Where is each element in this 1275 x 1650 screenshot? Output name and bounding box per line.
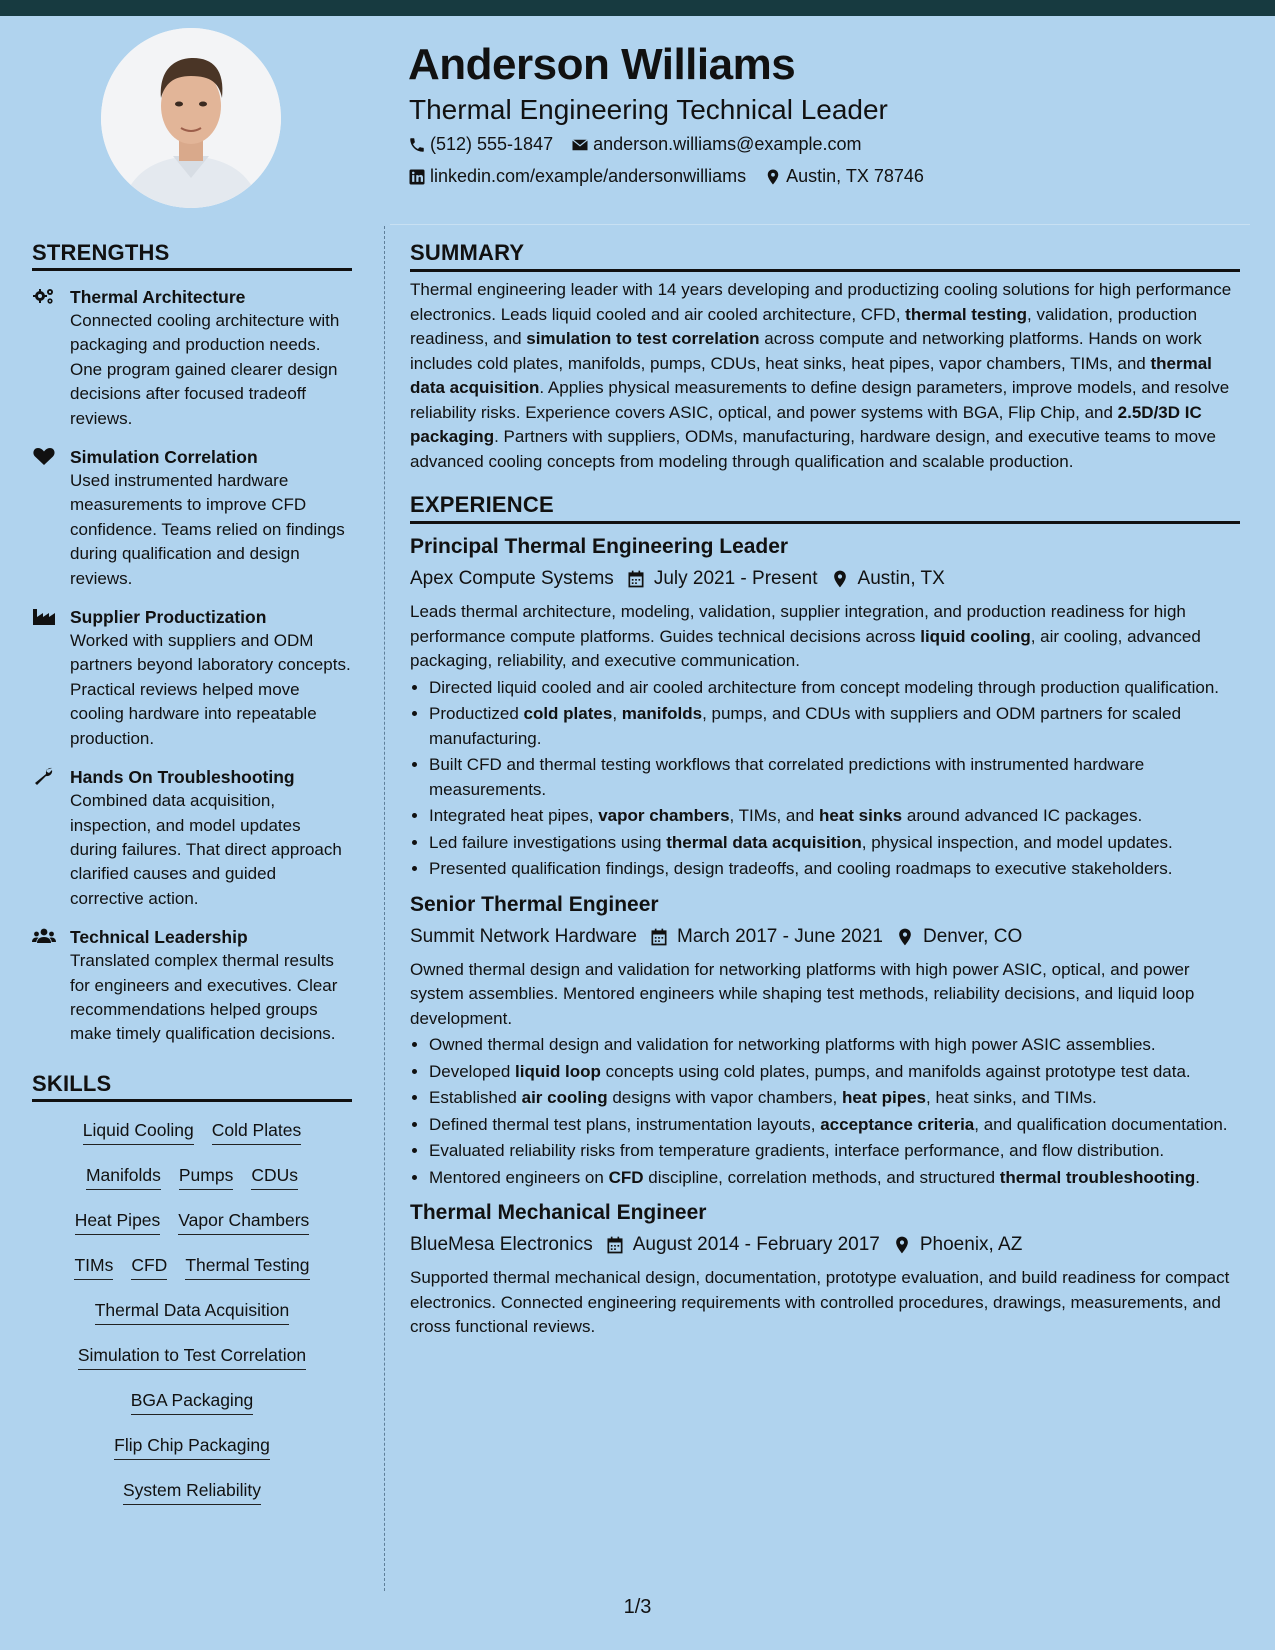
calendar-icon	[605, 1235, 625, 1255]
skills-heading: SKILLS	[32, 1071, 352, 1102]
highlight-text: acceptance criteria	[820, 1114, 975, 1134]
candidate-title: Thermal Engineering Technical Leader	[409, 94, 888, 125]
text-run: designs with vapor chambers,	[607, 1088, 842, 1107]
strength-title: Technical Leadership	[70, 927, 248, 948]
highlight-text: thermal testing	[905, 304, 1028, 324]
company-name: Summit Network Hardware	[410, 925, 637, 947]
calendar-icon	[626, 569, 646, 589]
job-location	[895, 922, 1022, 952]
strength-item	[32, 925, 352, 1047]
envelope-icon	[571, 136, 589, 154]
heart-icon	[32, 446, 56, 466]
highlight-text: heat pipes	[841, 1088, 927, 1107]
skill-chip: Manifolds	[86, 1165, 161, 1190]
bullet-item	[429, 676, 1240, 701]
bullet-item	[429, 753, 1240, 802]
linkedin-link[interactable]: linkedin.com/example/andersonwilliams	[430, 166, 747, 186]
job-entry	[410, 1198, 1240, 1340]
location-text: Denver, CO	[922, 925, 1023, 947]
skill-chip: Heat Pipes	[75, 1210, 161, 1235]
bullet-item	[429, 804, 1240, 829]
skill-chip: CDUs	[251, 1165, 298, 1190]
bullet-item	[429, 1139, 1240, 1164]
text-run: Defined thermal test plans, instrumentation layouts,	[429, 1114, 821, 1134]
gears-icon	[32, 286, 56, 306]
skill-chip: TIMs	[74, 1255, 113, 1280]
strength-item	[32, 445, 352, 591]
job-description	[410, 958, 1240, 1032]
map-pin-icon	[895, 927, 915, 947]
skill-row	[32, 1380, 352, 1425]
text-run: , pumps, and CDUs with suppliers and ODM partners for scaled manufacturing.	[429, 704, 1182, 748]
contact-row-2	[408, 166, 942, 187]
summary-text	[410, 278, 1240, 474]
job-meta	[410, 922, 1240, 952]
skills-list	[32, 1110, 352, 1515]
highlight-text: vapor chambers	[598, 806, 730, 825]
job-meta	[410, 1230, 1240, 1260]
page-number: 1/3	[623, 1596, 652, 1618]
highlight-text: liquid loop	[515, 1061, 601, 1081]
top-bar	[0, 0, 1275, 16]
highlight-text: air cooling	[521, 1088, 608, 1107]
skill-chip: System Reliability	[123, 1480, 261, 1505]
highlight-text: thermal troubleshooting	[999, 1167, 1196, 1187]
strength-item	[32, 285, 352, 431]
users-icon	[32, 926, 56, 946]
text-run: Built CFD and thermal testing workflows that correlated predictions with instrumented hardware measurements.	[429, 755, 1145, 799]
dates-text: March 2017 - June 2021	[677, 925, 883, 947]
location-text: Austin, TX 78746	[786, 166, 924, 186]
highlight-text: cold plates	[523, 704, 613, 723]
strength-text: Used instrumented hardware measurements to improve CFD confidence. Teams relied on findings during qualification and design reviews.	[70, 471, 345, 588]
skill-row	[32, 1425, 352, 1470]
email-item[interactable]	[571, 134, 861, 155]
map-pin-icon	[830, 569, 850, 589]
text-run: Supported thermal mechanical design, documentation, prototype evaluation, and build readiness for compact electronics. Connected engineering requirements with controlled procedures, drawings, measurements, and cross functional reviews.	[410, 1268, 1230, 1336]
text-run: Owned thermal design and validation for networking platforms with high power ASIC, optical, and power system assemblies. Mentored engineers while shaping test methods, reliability decisions, and liquid loop development.	[410, 959, 1195, 1028]
job-company	[410, 922, 637, 952]
strength-title: Simulation Correlation	[70, 447, 258, 468]
highlight-text: simulation to test correlation	[526, 329, 760, 348]
bullet-item	[429, 702, 1240, 751]
phone-item	[408, 134, 553, 155]
skill-row	[32, 1245, 352, 1290]
text-run: , air cooling, advanced packaging, reliability, and executive communication.	[410, 626, 1201, 670]
map-pin-icon	[764, 168, 782, 186]
text-run: . Applies physical measurements to define design parameters, improve models, and resolve reliability risks. Experience covers ASIC, optical, and power systems with BGA, Flip Chip, and	[410, 378, 1230, 422]
job-location	[892, 1230, 1022, 1260]
bullet-item	[429, 1060, 1240, 1085]
job-location	[830, 564, 945, 594]
left-column	[32, 240, 352, 1515]
job-dates	[605, 1230, 880, 1260]
skill-chip: BGA Packaging	[131, 1390, 254, 1415]
skill-chip: Cold Plates	[212, 1120, 302, 1145]
highlight-text: thermal data acquisition	[410, 353, 1212, 397]
text-run: discipline, correlation methods, and structured	[643, 1167, 1000, 1187]
job-description	[410, 1266, 1240, 1340]
skill-chip: Thermal Data Acquisition	[95, 1300, 290, 1325]
skill-chip: Flip Chip Packaging	[114, 1435, 270, 1460]
text-run: Leads thermal architecture, modeling, validation, supplier integration, and production readiness for high performance compute platforms. Guides technical decisions across	[410, 602, 1186, 646]
strength-title: Thermal Architecture	[70, 287, 246, 307]
bullet-item	[429, 857, 1240, 882]
highlight-text: CFD	[608, 1167, 644, 1187]
skill-row	[32, 1470, 352, 1515]
job-company	[410, 1230, 593, 1260]
header-divider	[390, 224, 1250, 225]
job-bullets	[410, 676, 1240, 882]
calendar-icon	[649, 927, 669, 947]
skill-row	[32, 1335, 352, 1380]
phone-text: (512) 555-1847	[430, 134, 554, 154]
strength-text: Translated complex thermal results for engineers and executives. Clear recommendations helped groups make timely qualification decisions.	[70, 951, 338, 1044]
text-run: Integrated heat pipes,	[429, 806, 599, 825]
skill-chip: Liquid Cooling	[83, 1120, 194, 1145]
strength-text: Combined data acquisition, inspection, and model updates during failures. That direct approach clarified causes and guided corrective action.	[70, 791, 342, 908]
highlight-text: liquid cooling	[920, 626, 1031, 646]
highlight-text: heat sinks	[818, 806, 903, 825]
industry-icon	[32, 606, 56, 626]
strength-text: Worked with suppliers and ODM partners beyond laboratory concepts. Practical reviews helped move cooling hardware into repeatable production.	[70, 631, 351, 748]
text-run: Led failure investigations using	[429, 832, 667, 852]
dates-text: July 2021 - Present	[653, 568, 818, 589]
job-dates	[649, 922, 883, 952]
location-text: Phoenix, AZ	[919, 1234, 1023, 1255]
highlight-text: manifolds	[621, 704, 703, 723]
text-run: , TIMs, and	[729, 806, 819, 825]
text-run: Developed	[429, 1061, 516, 1081]
job-entry	[410, 532, 1240, 882]
map-pin-icon	[892, 1235, 912, 1255]
right-column	[410, 240, 1240, 1340]
contact-row-1	[408, 134, 879, 155]
text-run: ,	[612, 704, 622, 723]
skill-chip: Simulation to Test Correlation	[78, 1345, 306, 1370]
bullet-item	[429, 1113, 1240, 1138]
text-run: . Partners with suppliers, ODMs, manufacturing, hardware design, and executive teams to move advanced cooling concepts from modeling through qualification and scalable production.	[410, 427, 1216, 471]
job-dates	[626, 564, 818, 594]
phone-icon	[408, 136, 426, 154]
company-name: BlueMesa Electronics	[410, 1234, 593, 1255]
wrench-icon	[32, 766, 56, 786]
text-run: Mentored engineers on	[429, 1167, 609, 1187]
text-run: Thermal engineering leader with 14 years developing and productizing cooling solutions for high performance electronics. Leads liquid cooled and air cooled architecture, CFD,	[410, 280, 1232, 324]
text-run: , physical inspection, and model updates.	[861, 832, 1173, 852]
bullet-item	[429, 1086, 1240, 1111]
summary-heading: SUMMARY	[410, 240, 1240, 272]
job-company	[410, 564, 614, 594]
company-name: Apex Compute Systems	[410, 568, 614, 589]
skill-row	[32, 1155, 352, 1200]
skill-row	[32, 1110, 352, 1155]
email-link[interactable]: anderson.williams@example.com	[593, 134, 862, 154]
experience-list	[410, 532, 1240, 1340]
skill-row	[32, 1200, 352, 1245]
text-run: , heat sinks, and TIMs.	[926, 1088, 1097, 1107]
highlight-text: thermal data acquisition	[666, 832, 862, 852]
text-run: Presented qualification findings, design tradeoffs, and cooling roadmaps to executive stakeholders.	[429, 859, 1173, 878]
profile-photo	[101, 28, 281, 208]
skill-chip: CFD	[131, 1255, 167, 1280]
highlight-text: 2.5D/3D IC packaging	[410, 402, 1202, 446]
strength-title: Hands On Troubleshooting	[70, 767, 295, 788]
experience-heading: EXPERIENCE	[410, 492, 1240, 524]
text-run: Established	[429, 1088, 522, 1107]
job-title: Principal Thermal Engineering Leader	[410, 535, 789, 558]
text-run: across compute and networking platforms. Hands on work includes cold plates, manifolds, pumps, CDUs, heat sinks, heat pipes, vapor chambers, TIMs, and	[410, 329, 1202, 373]
job-title: Thermal Mechanical Engineer	[410, 1201, 707, 1224]
strength-item	[32, 605, 352, 751]
skill-chip: Vapor Chambers	[178, 1210, 309, 1235]
text-run: , and qualification documentation.	[974, 1114, 1228, 1134]
strength-title: Supplier Productization	[70, 607, 267, 628]
text-run: concepts using cold plates, pumps, and manifolds against prototype test data.	[600, 1061, 1191, 1081]
text-run: Directed liquid cooled and air cooled architecture from concept modeling through production qualification.	[429, 677, 1220, 697]
job-description	[410, 600, 1240, 674]
text-run: , validation, production readiness, and	[410, 304, 1198, 348]
text-run: Productized	[429, 704, 524, 723]
linkedin-item[interactable]	[408, 166, 746, 187]
bullet-item	[429, 1033, 1240, 1058]
job-entry	[410, 890, 1240, 1191]
job-title: Senior Thermal Engineer	[410, 892, 659, 916]
location-item	[764, 166, 924, 187]
skill-chip: Pumps	[179, 1165, 233, 1190]
text-run: Evaluated reliability risks from temperature gradients, interface performance, and flow distribution.	[429, 1141, 1165, 1160]
strength-text: Connected cooling architecture with packaging and production needs. One program gained clearer design decisions after focused tradeoff reviews.	[70, 311, 340, 428]
job-bullets	[410, 1033, 1240, 1190]
dates-text: August 2014 - February 2017	[632, 1234, 880, 1255]
job-meta	[410, 564, 1240, 594]
skill-row	[32, 1290, 352, 1335]
text-run: .	[1195, 1167, 1200, 1187]
location-text: Austin, TX	[857, 568, 945, 589]
linkedin-icon	[408, 168, 426, 186]
column-divider	[384, 226, 385, 1591]
candidate-name: Anderson Williams	[408, 40, 796, 89]
strengths-heading: STRENGTHS	[32, 240, 352, 271]
skill-chip: Thermal Testing	[185, 1255, 309, 1280]
strength-item	[32, 765, 352, 911]
text-run: Owned thermal design and validation for networking platforms with high power ASIC assemblies.	[429, 1035, 1156, 1054]
bullet-item	[429, 831, 1240, 856]
bullet-item	[429, 1166, 1240, 1191]
text-run: around advanced IC packages.	[902, 806, 1143, 825]
